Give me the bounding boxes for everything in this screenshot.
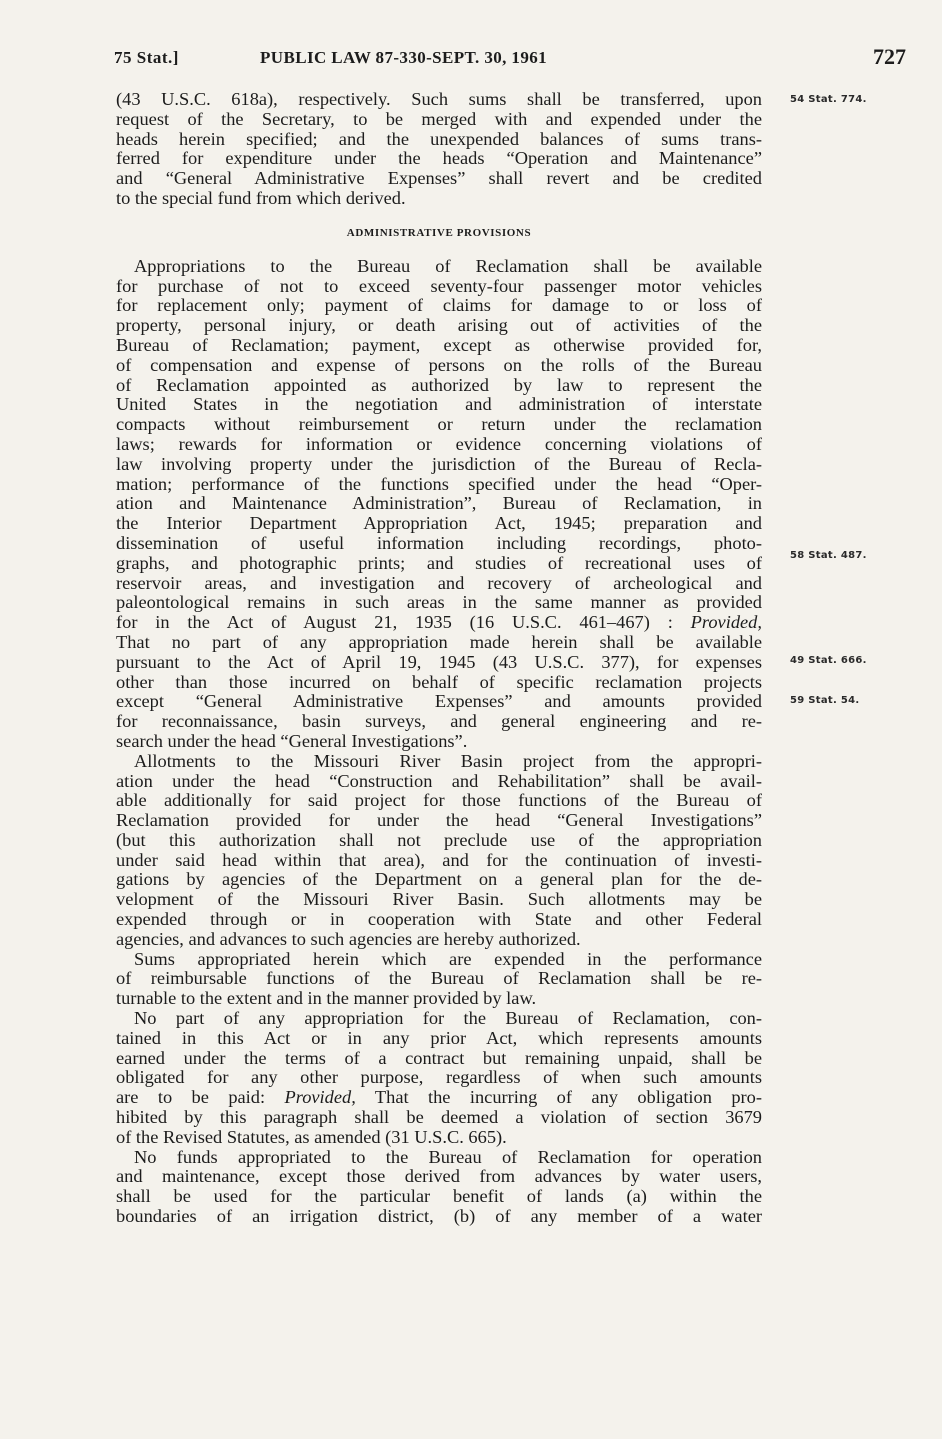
text-line: Bureau of Reclamation; payment, except as otherwise provided for, (116, 334, 762, 355)
text-line: for replacement only; payment of claims for damage to or loss of (116, 295, 762, 316)
volume-reference: 75 Stat.] (114, 48, 179, 67)
text-line: That no part of any appropriation made herein shall be available (116, 631, 762, 652)
running-header (114, 44, 906, 74)
text-line: graphs, and photographic prints; and studies of recreational uses of (116, 552, 762, 573)
text-line: are to be paid: Provided, That the incurring of any obligation pro- (116, 1087, 762, 1108)
text-line: property, personal injury, or death arising out of activities of the (116, 315, 762, 336)
text-line: agencies, and advances to such agencies are hereby authorized. (116, 928, 581, 949)
text-line: Appropriations to the Bureau of Reclamation shall be available (134, 255, 762, 276)
text-line: reservoir areas, and investigation and recovery of archeological and (116, 572, 762, 593)
text-line: search under the head “General Investigations”. (116, 730, 468, 751)
text-line: tained in this Act or in any prior Act, which represents amounts (116, 1027, 762, 1048)
margin-citation: 58 Stat. 487. (790, 550, 867, 561)
text-line: shall be used for the particular benefit of lands (a) within the (116, 1186, 762, 1207)
margin-citation: 59 Stat. 54. (790, 695, 860, 706)
page-number: 727 (873, 44, 906, 69)
italic-provided: Provided, (265, 1087, 356, 1108)
italic-provided: Provided, (672, 612, 762, 633)
margin-citation: 54 Stat. 774. (790, 94, 867, 105)
text-line: mation; performance of the functions specified under the head “Oper- (116, 473, 762, 494)
text-line: under said head within that area), and for the continuation of investi- (116, 849, 762, 870)
margin-citation: 49 Stat. 666. (790, 655, 867, 666)
text-line: velopment of the Missouri River Basin. Such allotments may be (116, 889, 762, 910)
section-heading: ADMINISTRATIVE PROVISIONS (346, 226, 532, 239)
text-line: of the Revised Statutes, as amended (31 U.S.C. 665). (116, 1126, 507, 1147)
text-line: ation and Maintenance Administration”, Bureau of Reclamation, in (116, 493, 762, 514)
text-line: Allotments to the Missouri River Basin project from the appropri- (134, 750, 762, 771)
text-line: of reimbursable functions of the Bureau of Reclamation shall be re- (116, 968, 762, 989)
text-line: Sums appropriated herein which are expended in the performance (134, 948, 762, 969)
text-line: No part of any appropriation for the Bureau of Reclamation, con- (134, 1008, 762, 1029)
text-line: ation under the head “Construction and Rehabilitation” shall be avail- (116, 770, 762, 791)
text-line: of Reclamation appointed as authorized by law to represent the (116, 374, 762, 395)
text-line: for reconnaissance, basin surveys, and general engineering and re- (116, 711, 762, 732)
text-line: Reclamation provided for under the head “General Investigations” (116, 810, 762, 831)
text-line: obligated for any other purpose, regardless of when such amounts (116, 1067, 762, 1088)
text-line: paleontological remains in such areas in the same manner as provided (116, 592, 762, 613)
text-line: able additionally for said project for those functions of the Bureau of (116, 790, 762, 811)
text-line: except “General Administrative Expenses” and amounts provided (116, 691, 762, 712)
text-line: pursuant to the Act of April 19, 1945 (43 U.S.C. 377), for expenses (116, 651, 762, 672)
text-line: dissemination of useful information including recordings, photo- (116, 532, 762, 553)
body-text (116, 90, 762, 1227)
text-line: turnable to the extent and in the manner provided by law. (116, 988, 537, 1009)
text-line: other than those incurred on behalf of specific reclamation projects (116, 671, 762, 692)
text-line: ferred for expenditure under the heads “Operation and Maintenance” (116, 148, 762, 169)
text-line: and “General Administrative Expenses” shall revert and be credited (116, 168, 762, 189)
text-line: heads herein specified; and the unexpended balances of sums trans- (116, 128, 762, 149)
text-line: for in the Act of August 21, 1935 (16 U.S.C. 461–467) : Provided, (116, 612, 762, 633)
text-line: expended through or in cooperation with State and other Federal (116, 909, 762, 930)
text-line: hibited by this paragraph shall be deemed a violation of section 3679 (116, 1107, 762, 1128)
text-line: earned under the terms of a contract but remaining unpaid, shall be (116, 1047, 762, 1068)
law-title: PUBLIC LAW 87-330-SEPT. 30, 1961 (260, 48, 548, 67)
text-line: No funds appropriated to the Bureau of Reclamation for operation (134, 1146, 762, 1167)
text-line: the Interior Department Appropriation Act, 1945; preparation and (116, 513, 762, 534)
text-line: for purchase of not to exceed seventy-four passenger motor vehicles (116, 275, 762, 296)
text-line: compacts without reimbursement or return under the reclamation (116, 414, 762, 435)
text-line: (but this authorization shall not preclude use of the appropriation (116, 829, 762, 850)
text-line: boundaries of an irrigation district, (b) of any member of a water (116, 1206, 762, 1227)
text-line: and maintenance, except those derived from advances by water users, (116, 1166, 762, 1187)
text-line: law involving property under the jurisdiction of the Bureau of Recla- (116, 453, 762, 474)
text-line: to the special fund from which derived. (116, 187, 406, 208)
text-line: (43 U.S.C. 618a), respectively. Such sums shall be transferred, upon (116, 89, 762, 109)
text-line: request of the Secretary, to be merged with and expended under the (116, 108, 762, 129)
text-line: laws; rewards for information or evidence concerning violations of (116, 433, 762, 454)
text-line: United States in the negotiation and administration of interstate (116, 394, 762, 415)
text-line: gations by agencies of the Department on a general plan for the de- (116, 869, 762, 890)
text-run: That the incurring of any obligation pro- (355, 1087, 762, 1108)
text-line: of compensation and expense of persons on the rolls of the Bureau (116, 354, 762, 375)
